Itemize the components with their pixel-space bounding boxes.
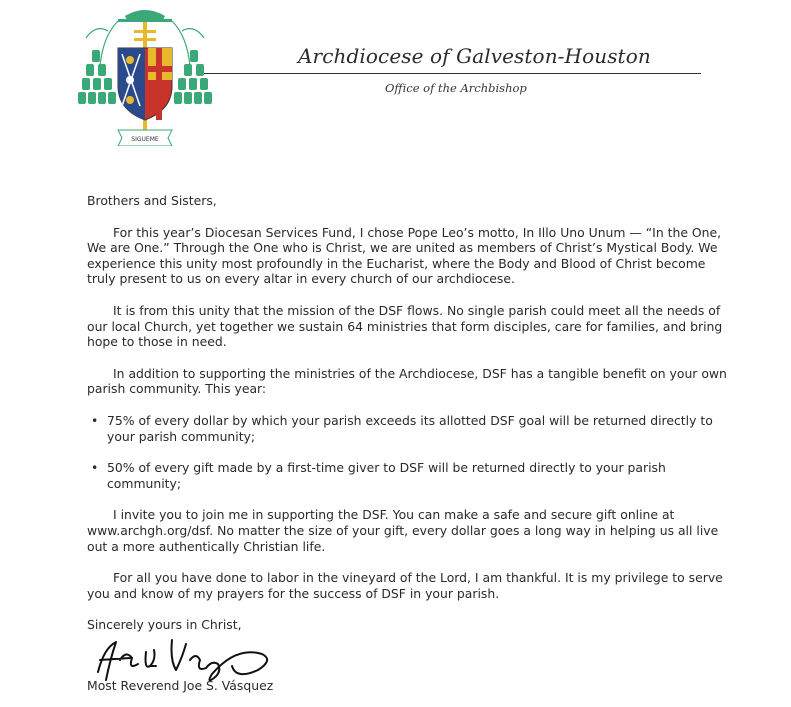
list-item	[87, 413, 727, 444]
letter-body	[87, 193, 727, 633]
bullet-icon: •	[91, 460, 99, 476]
paragraph: In addition to supporting the ministries of the Archdiocese, DSF has a tangible benefit on your own parish community. This year:	[87, 365, 727, 397]
signature	[86, 630, 286, 688]
paragraph: I invite you to join me in supporting the DSF. You can make a safe and secure gift online at www.archgh.org/dsf. No matter the size of your gift, every dollar goes a long way in helping us all live out a more authentically Christian life.	[87, 507, 719, 554]
paragraph: For all you have done to labor in the vineyard of the Lord, I am thankful. It is my privilege to serve you and know of my prayers for the success of DSF in your parish.	[87, 570, 723, 601]
salutation: Brothers and Sisters,	[87, 193, 217, 208]
list-item	[87, 460, 727, 491]
crest-motto: SIGUEME	[131, 136, 159, 143]
list-item-text: 50% of every gift made by a first-time giver to DSF will be returned directly to your parish community;	[107, 460, 666, 491]
header-divider	[204, 73, 701, 74]
coat-of-arms	[78, 6, 212, 146]
letterhead-subtitle: Office of the Archbishop	[385, 81, 527, 95]
closing: Sincerely yours in Christ,	[87, 617, 242, 633]
letterhead-title: Archdiocese of Galveston-Houston	[298, 44, 651, 68]
list-item-text: 75% of every dollar by which your parish exceeds its allotted DSF goal will be returned directly to your parish community;	[107, 412, 713, 444]
paragraph: For this year’s Diocesan Services Fund, I chose Pope Leo’s motto, In Illo Uno Unum — “In the One, We are One.” Through the One who is Christ, we are united as members of Christ’s Mystical Body. We experience this unity most profoundly in the Eucharist, where the Body and Blood of Christ become truly present to us on every altar in every church of our archdiocese.	[87, 224, 722, 287]
benefit-list	[87, 413, 727, 491]
signer-name: Most Reverend Joe S. Vásquez	[87, 678, 274, 693]
bullet-icon: •	[91, 412, 99, 428]
paragraph: It is from this unity that the mission of the DSF flows. No single parish could meet all the needs of our local Church, yet together we sustain 64 ministries that form disciples, care for families, and bring hope to those in need.	[87, 302, 723, 350]
